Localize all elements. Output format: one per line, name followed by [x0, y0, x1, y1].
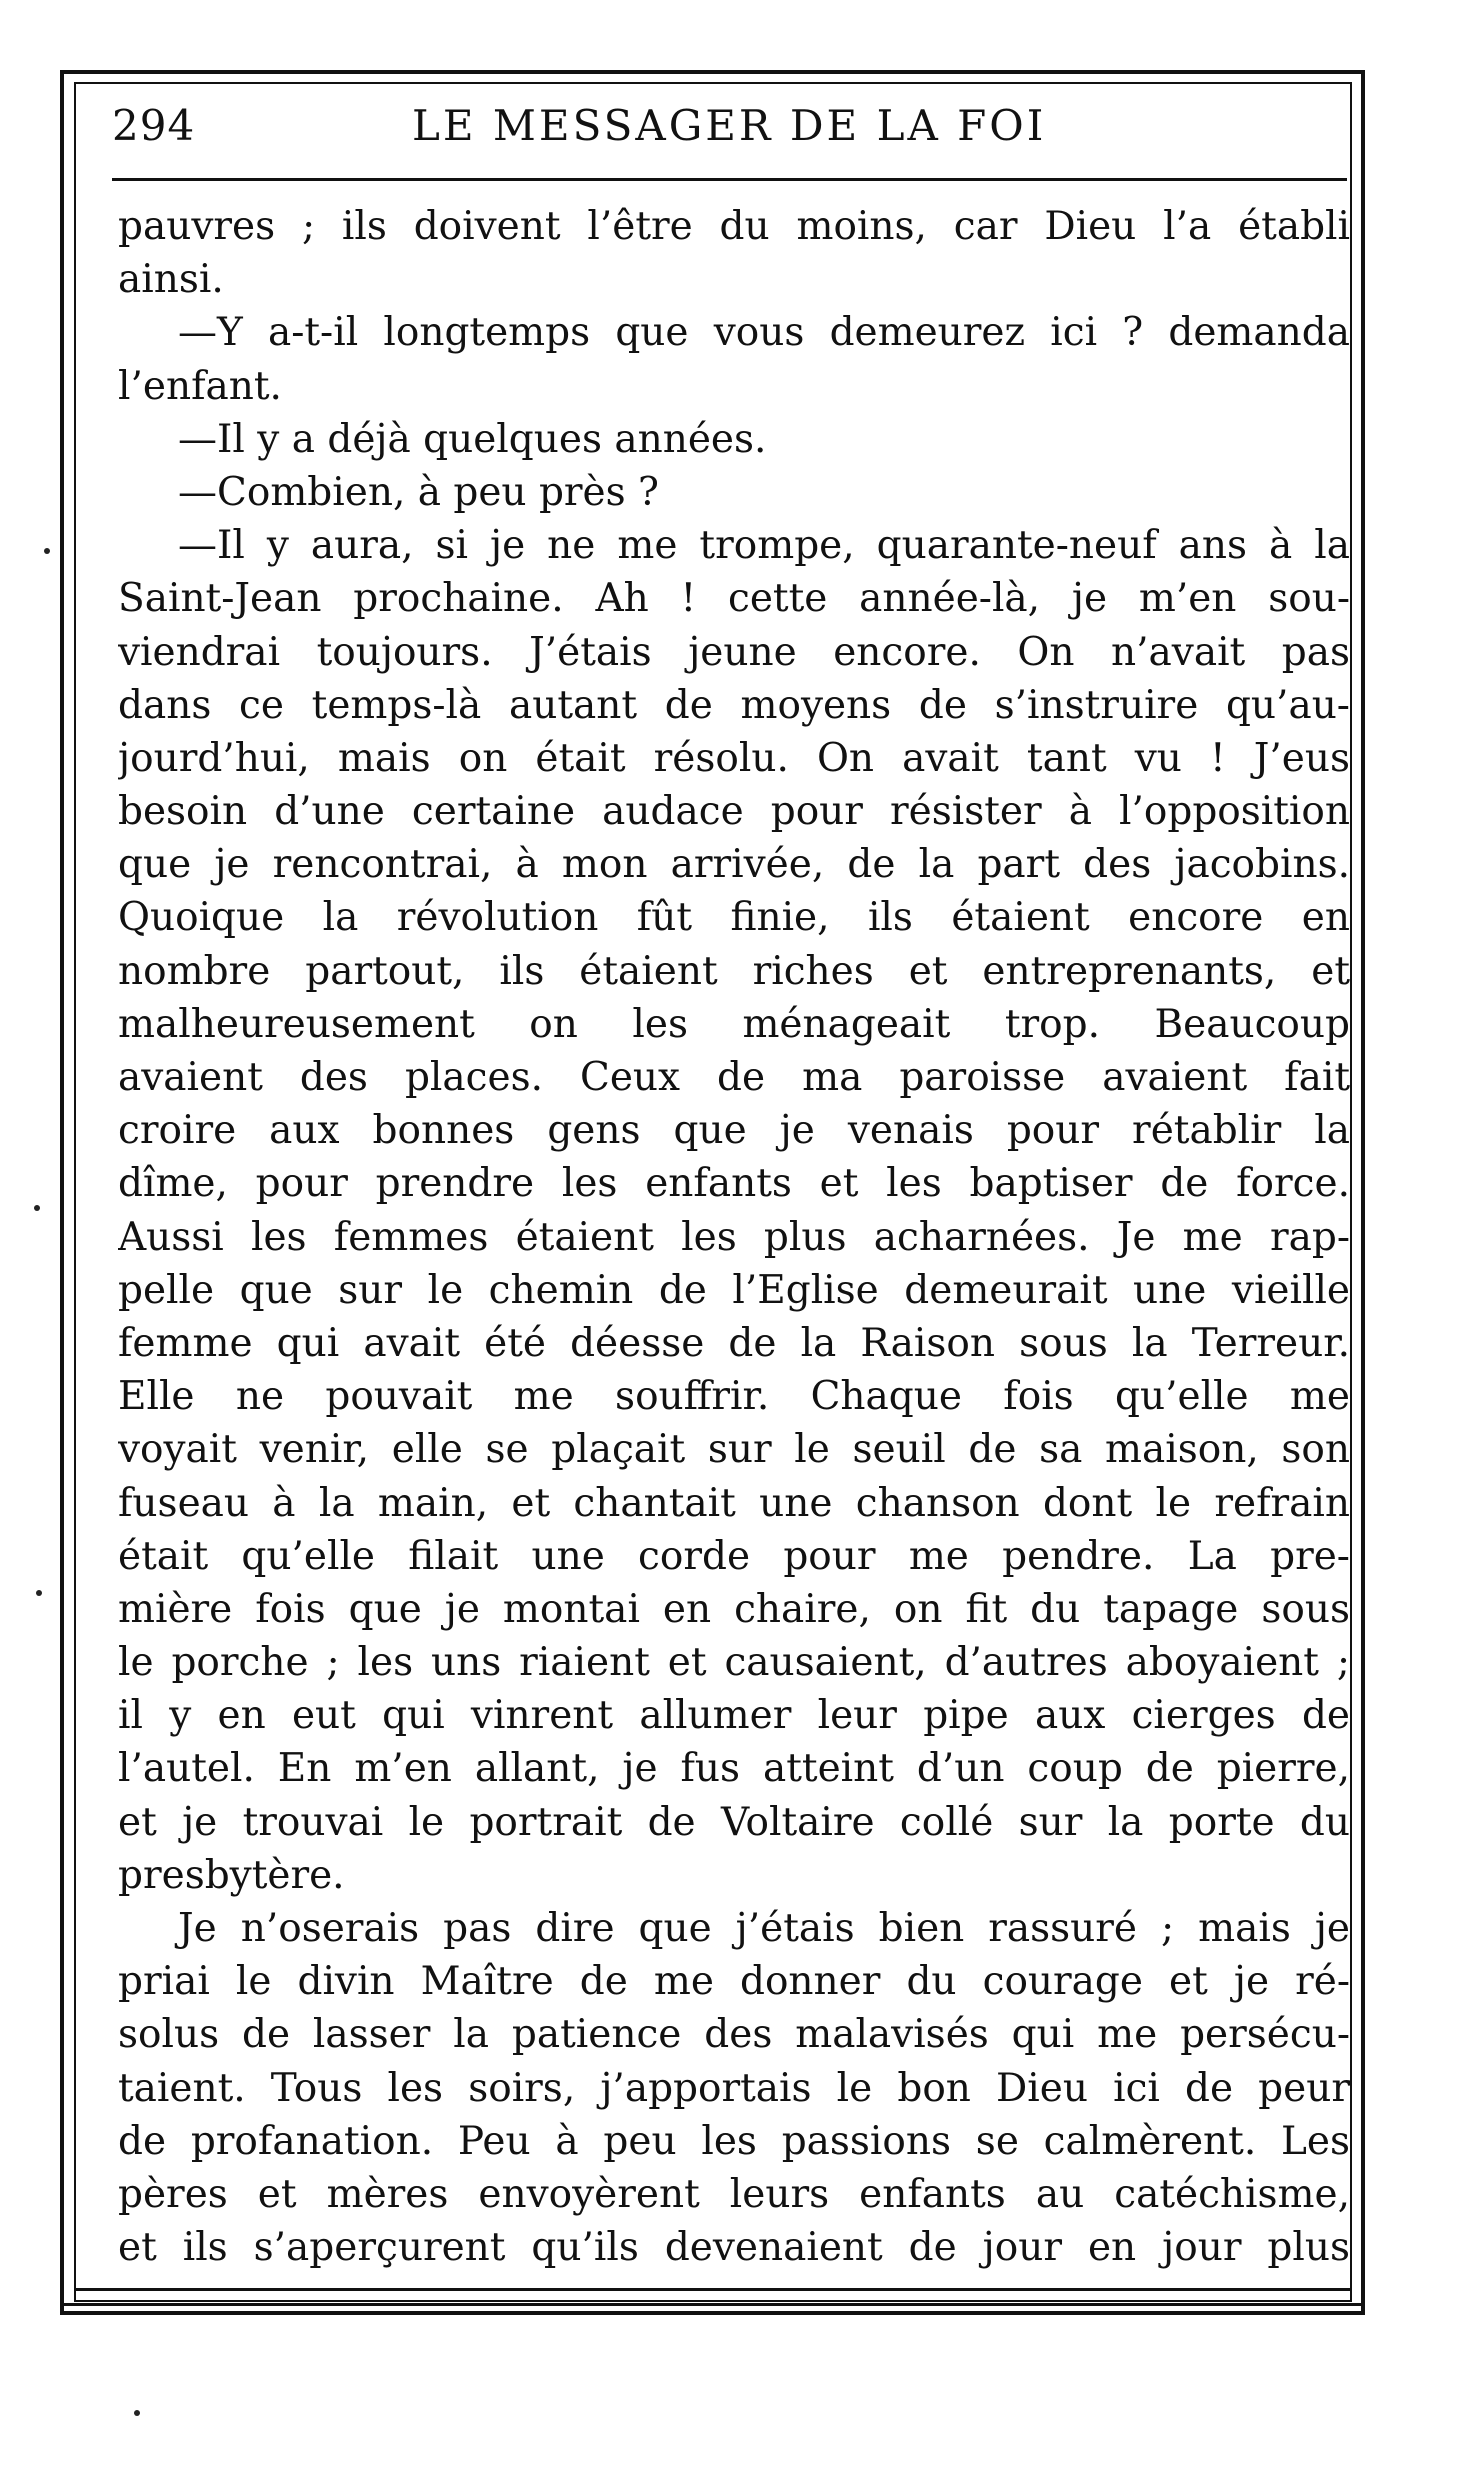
text-line: Quoique la révolution fût finie, ils étaient encore en: [118, 895, 1350, 941]
text-line: et je trouvai le portrait de Voltaire collé sur la porte du: [118, 1799, 1350, 1845]
text-line: avaient des places. Ceux de ma paroisse avaient fait: [118, 1055, 1350, 1100]
text-line: Je n’oserais pas dire que j’étais bien rassuré ; mais je: [178, 1906, 1350, 1951]
bottom-rule-outer: [60, 2303, 1365, 2306]
header-rule: [112, 178, 1347, 181]
text-line: femme qui avait été déesse de la Raison sous la Terreur.: [118, 1320, 1350, 1366]
text-line: était qu’elle filait une corde pour me pendre. La pre-: [118, 1533, 1350, 1579]
text-line: taient. Tous les soirs, j’apportais le bon Dieu ici de peur: [118, 2065, 1350, 2111]
text-line: priai le divin Maître de me donner du courage et je ré-: [118, 1959, 1350, 2005]
text-line: mière fois que je montai en chaire, on fit du tapage sous: [118, 1586, 1350, 1632]
text-line: nombre partout, ils étaient riches et entreprenants, et: [118, 948, 1350, 994]
text-line: voyait venir, elle se plaçait sur le seuil de sa maison, son: [118, 1427, 1350, 1473]
text-line: —Y a-t-il longtemps que vous demeurez ici ? demanda: [178, 310, 1350, 356]
text-line: —Il y a déjà quelques années.: [178, 416, 767, 462]
text-line: ainsi.: [118, 257, 224, 303]
margin-mark: [36, 1590, 42, 1596]
text-line: croire aux bonnes gens que je venais pour rétablir la: [118, 1108, 1350, 1154]
text-line: solus de lasser la patience des malavisés qui me persécu-: [118, 2012, 1350, 2058]
text-line: Saint-Jean prochaine. Ah ! cette année-là, je m’en sou-: [118, 576, 1350, 622]
body-text: [118, 200, 1350, 2274]
text-line: jourd’hui, mais on était résolu. On avait tant vu ! J’eus: [118, 735, 1350, 781]
page-number: 294: [112, 101, 196, 150]
text-line: l’enfant.: [118, 363, 282, 409]
margin-mark: [134, 2410, 140, 2416]
running-title: LE MESSAGER DE LA FOI: [412, 101, 1047, 150]
page-header: [112, 96, 1352, 156]
text-line: Elle ne pouvait me souffrir. Chaque fois qu’elle me: [118, 1374, 1350, 1420]
bottom-rule-inner: [74, 2288, 1352, 2291]
text-line: l’autel. En m’en allant, je fus atteint d’un coup de pierre,: [118, 1746, 1350, 1792]
text-line: pères et mères envoyèrent leurs enfants au catéchisme,: [118, 2171, 1350, 2217]
margin-mark: [34, 1205, 40, 1211]
text-line: pauvres ; ils doivent l’être du moins, car Dieu l’a établi: [118, 204, 1350, 249]
text-line: Aussi les femmes étaient les plus acharnées. Je me rap-: [118, 1214, 1350, 1260]
text-line: viendrai toujours. J’étais jeune encore. On n’avait pas: [118, 629, 1350, 675]
text-line: fuseau à la main, et chantait une chanson dont le refrain: [118, 1480, 1350, 1526]
text-line: besoin d’une certaine audace pour résister à l’opposition: [118, 789, 1350, 835]
text-line: que je rencontrai, à mon arrivée, de la part des jacobins.: [118, 842, 1350, 888]
text-line: il y en eut qui vinrent allumer leur pipe aux cierges de: [118, 1693, 1350, 1739]
text-line: malheureusement on les ménageait trop. Beaucoup: [118, 1001, 1350, 1047]
text-line: pelle que sur le chemin de l’Eglise demeurait une vieille: [118, 1267, 1350, 1313]
text-line: —Combien, à peu près ?: [178, 469, 659, 515]
margin-mark: [44, 548, 50, 554]
text-line: —Il y aura, si je ne me trompe, quarante-neuf ans à la: [178, 523, 1350, 569]
text-line: et ils s’aperçurent qu’ils devenaient de jour en jour plus: [118, 2225, 1350, 2271]
text-line: de profanation. Peu à peu les passions se calmèrent. Les: [118, 2118, 1350, 2164]
text-line: presbytère.: [118, 1852, 345, 1898]
text-line: dîme, pour prendre les enfants et les baptiser de force.: [118, 1161, 1350, 1207]
text-line: dans ce temps-là autant de moyens de s’instruire qu’au-: [118, 682, 1350, 728]
text-line: le porche ; les uns riaient et causaient, d’autres aboyaient ;: [118, 1640, 1350, 1686]
